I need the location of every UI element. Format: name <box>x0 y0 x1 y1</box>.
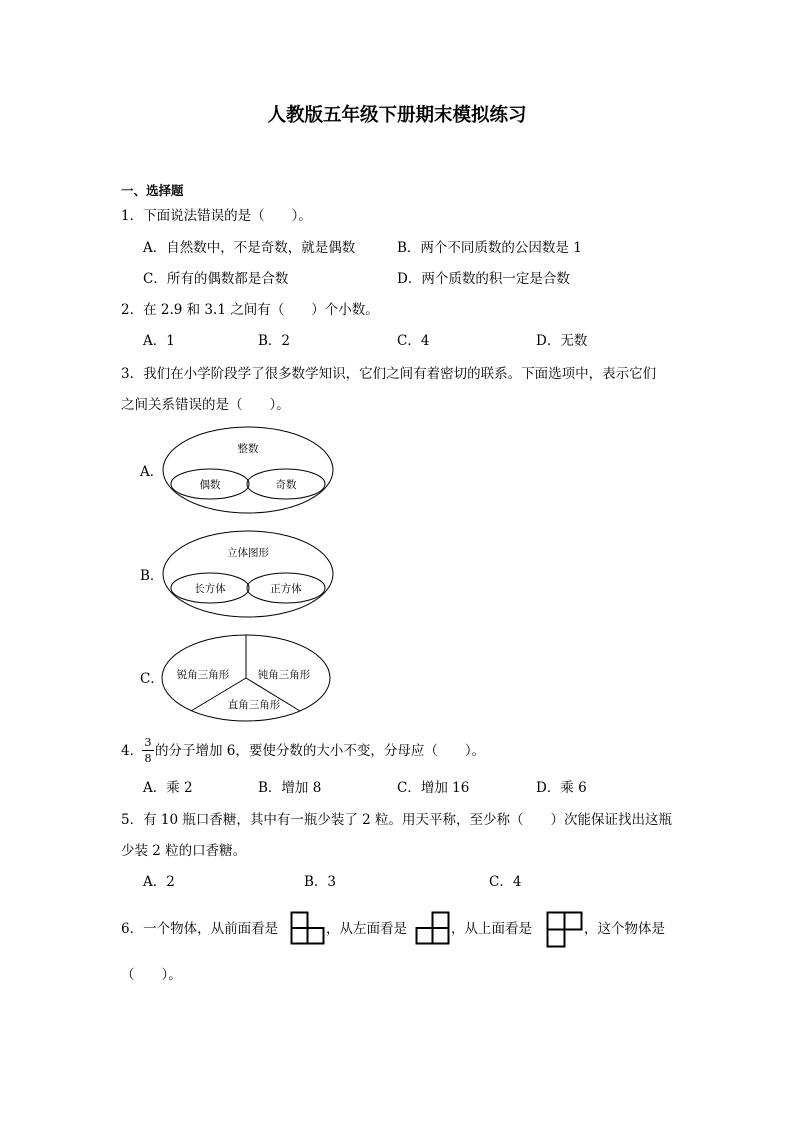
diagram-c-bottom-label: 直角三角形 <box>227 699 281 711</box>
diagram-a-left-label: 偶数 <box>199 479 221 491</box>
question-4-number: 4． <box>121 743 144 759</box>
question-4-stem: 的分子增加 6，要使分数的大小不变，分母应（ ）。 <box>155 743 486 759</box>
question-4-option-c: C．增加 16 <box>397 780 470 796</box>
question-2-option-a: A．1 <box>143 333 175 349</box>
question-5-option-a: A．2 <box>143 874 175 890</box>
fraction-bar <box>142 750 154 751</box>
diagram-c <box>160 632 338 724</box>
diagram-a <box>160 424 338 516</box>
question-6-part2: ，从左面看是 <box>326 921 407 937</box>
question-2-option-b: B．2 <box>258 333 291 349</box>
question-3-option-b-label: B． <box>140 568 164 584</box>
question-6-part4: ，这个物体是 <box>584 921 665 937</box>
question-3-option-c-label: C． <box>140 671 164 687</box>
fraction <box>142 736 154 765</box>
diagram-b-outer-label: 立体图形 <box>227 547 269 559</box>
question-4-option-a: A．乘 2 <box>143 780 193 796</box>
question-3-option-a-label: A． <box>140 464 164 480</box>
diagram-a-right-label: 奇数 <box>275 479 297 491</box>
question-1-option-c: C．所有的偶数都是合数 <box>143 271 289 287</box>
diagram-b-left-label: 长方体 <box>194 583 226 595</box>
question-5-option-b: B．3 <box>304 874 337 890</box>
question-5-stem-line1: 5．有 10 瓶口香糖，其中有一瓶少装了 2 粒。用天平称，至少称（ ）次能保证找出这瓶 <box>121 812 673 828</box>
question-1-stem: 1．下面说法错误的是（ ）。 <box>121 208 312 224</box>
question-6-line2: （ ）。 <box>121 967 182 983</box>
question-4-option-d: D．乘 6 <box>536 780 587 796</box>
diagram-b-right-label: 正方体 <box>270 583 302 595</box>
question-5-stem-line2: 少装 2 粒的口香糖。 <box>121 843 247 859</box>
question-6-part3: ，从上面看是 <box>451 921 532 937</box>
page-title: 人教版五年级下册期末模拟练习 <box>267 105 527 126</box>
front-view-figure <box>290 911 325 945</box>
diagram-c-right-label: 钝角三角形 <box>257 669 311 681</box>
section-heading: 一、选择题 <box>121 183 184 198</box>
diagram-a-outer-label: 整数 <box>237 443 259 455</box>
question-6-part1: 6．一个物体，从前面看是 <box>121 921 279 937</box>
diagram-b <box>160 528 338 620</box>
question-5-option-c: C．4 <box>489 874 522 890</box>
question-3-stem-line2: 之间关系错误的是（ ）。 <box>121 397 290 413</box>
question-1-option-b: B．两个不同质数的公因数是 1 <box>397 240 582 256</box>
question-2-option-c: C．4 <box>397 333 430 349</box>
top-view-figure <box>546 911 583 948</box>
fraction-numerator: 3 <box>144 736 152 749</box>
question-1-option-d: D．两个质数的积一定是合数 <box>397 271 570 287</box>
question-2-option-d: D．无数 <box>536 333 588 349</box>
fraction-denominator: 8 <box>144 752 152 765</box>
question-3-stem-line1: 3．我们在小学阶段学了很多数学知识，它们之间有着密切的联系。下面选项中，表示它们 <box>121 366 657 382</box>
diagram-c-left-label: 锐角三角形 <box>176 669 230 681</box>
question-4-option-b: B．增加 8 <box>258 780 322 796</box>
question-2-stem: 2．在 2.9 和 3.1 之间有（ ）个小数。 <box>121 302 379 318</box>
left-view-figure <box>415 911 450 945</box>
question-1-option-a: A．自然数中，不是奇数，就是偶数 <box>143 240 356 256</box>
